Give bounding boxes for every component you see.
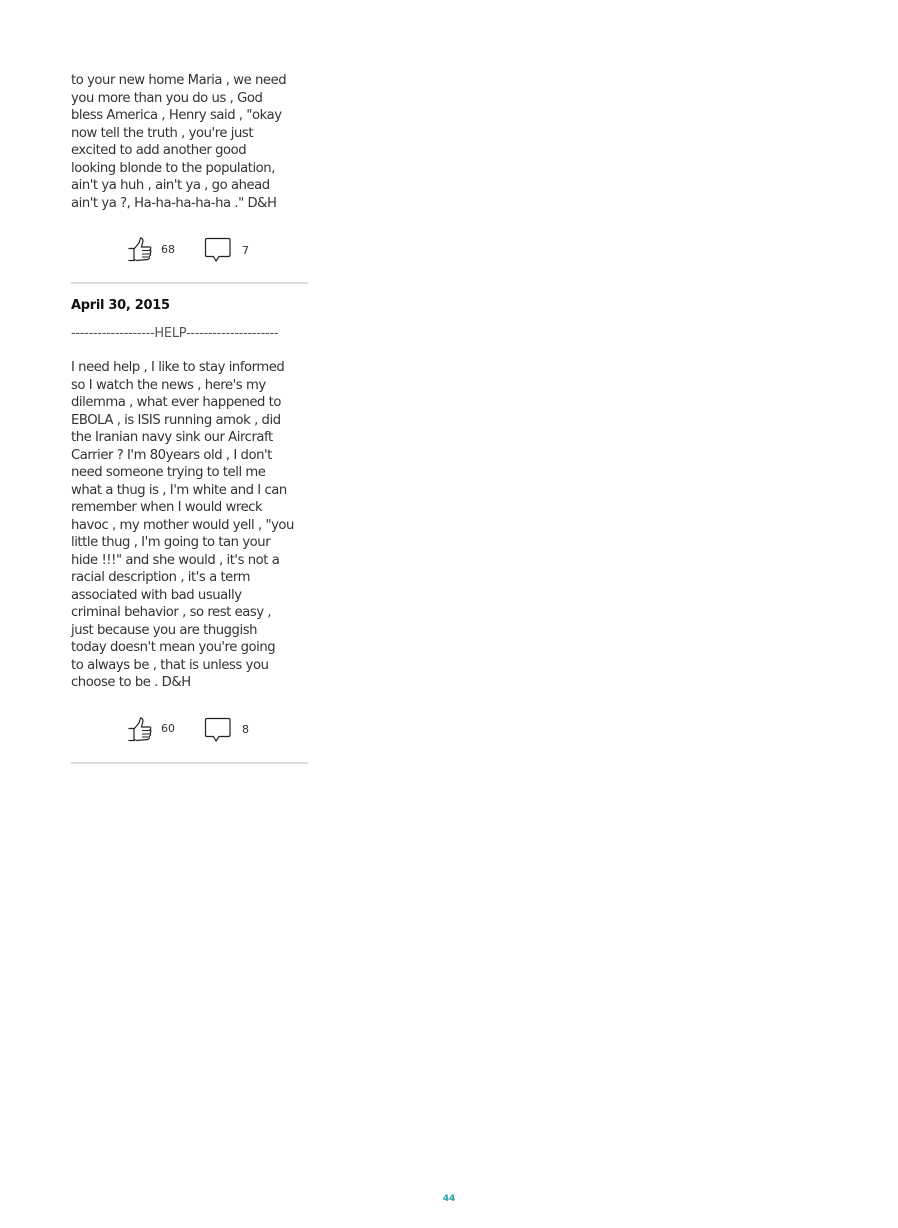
post-heading: -------------------HELP---------------------	[71, 326, 279, 341]
comment-button[interactable]	[204, 236, 249, 264]
like-count: 68	[161, 242, 175, 256]
like-button[interactable]	[127, 236, 175, 262]
post-item	[71, 72, 308, 284]
post-actions	[71, 236, 308, 266]
speech-bubble-icon	[204, 236, 232, 264]
post-body-text: to your new home Maria , we need you more than you do us , God bless America , Henry said , "okay now tell the truth , you're just excited to add another good looking blonde to the population, ain't ya huh , ain't ya , go ahead ain't ya ?, Ha-ha-ha-ha-ha ." D&H	[71, 73, 287, 211]
post-divider	[71, 762, 308, 764]
like-count: 60	[161, 722, 175, 735]
comment-button[interactable]	[204, 716, 249, 744]
post-body-text: I need help , I like to stay informed so I watch the news , here's my dilemma , what ever happened to EBOLA , is ISIS running amok , did the Iranian navy sink our Aircraft Carrier ? I'm 80years old , I don't need someone trying to tell me what a thug is , I'm white and I can remember when I would wreck havoc , my mother would yell , "you little thug , I'm going to tan your hide !!!" and she would , it's not a racial description , it's a term associated with bad usually criminal behavior , so rest easy , just because you are thuggish today doesn't mean you're going to always be , that is unless you choose to be . D&H	[71, 360, 294, 690]
post-item	[71, 298, 308, 764]
post-date: April 30, 2015	[71, 298, 170, 313]
post-column	[71, 72, 308, 764]
post-divider	[71, 282, 308, 284]
post-actions	[71, 716, 308, 746]
comment-count: 8	[242, 723, 249, 736]
like-button[interactable]	[127, 716, 175, 742]
thumbs-up-icon	[127, 236, 153, 262]
page-number: 44	[442, 1194, 456, 1204]
speech-bubble-icon	[204, 716, 232, 744]
thumbs-up-icon	[127, 716, 153, 742]
comment-count: 7	[242, 243, 249, 257]
